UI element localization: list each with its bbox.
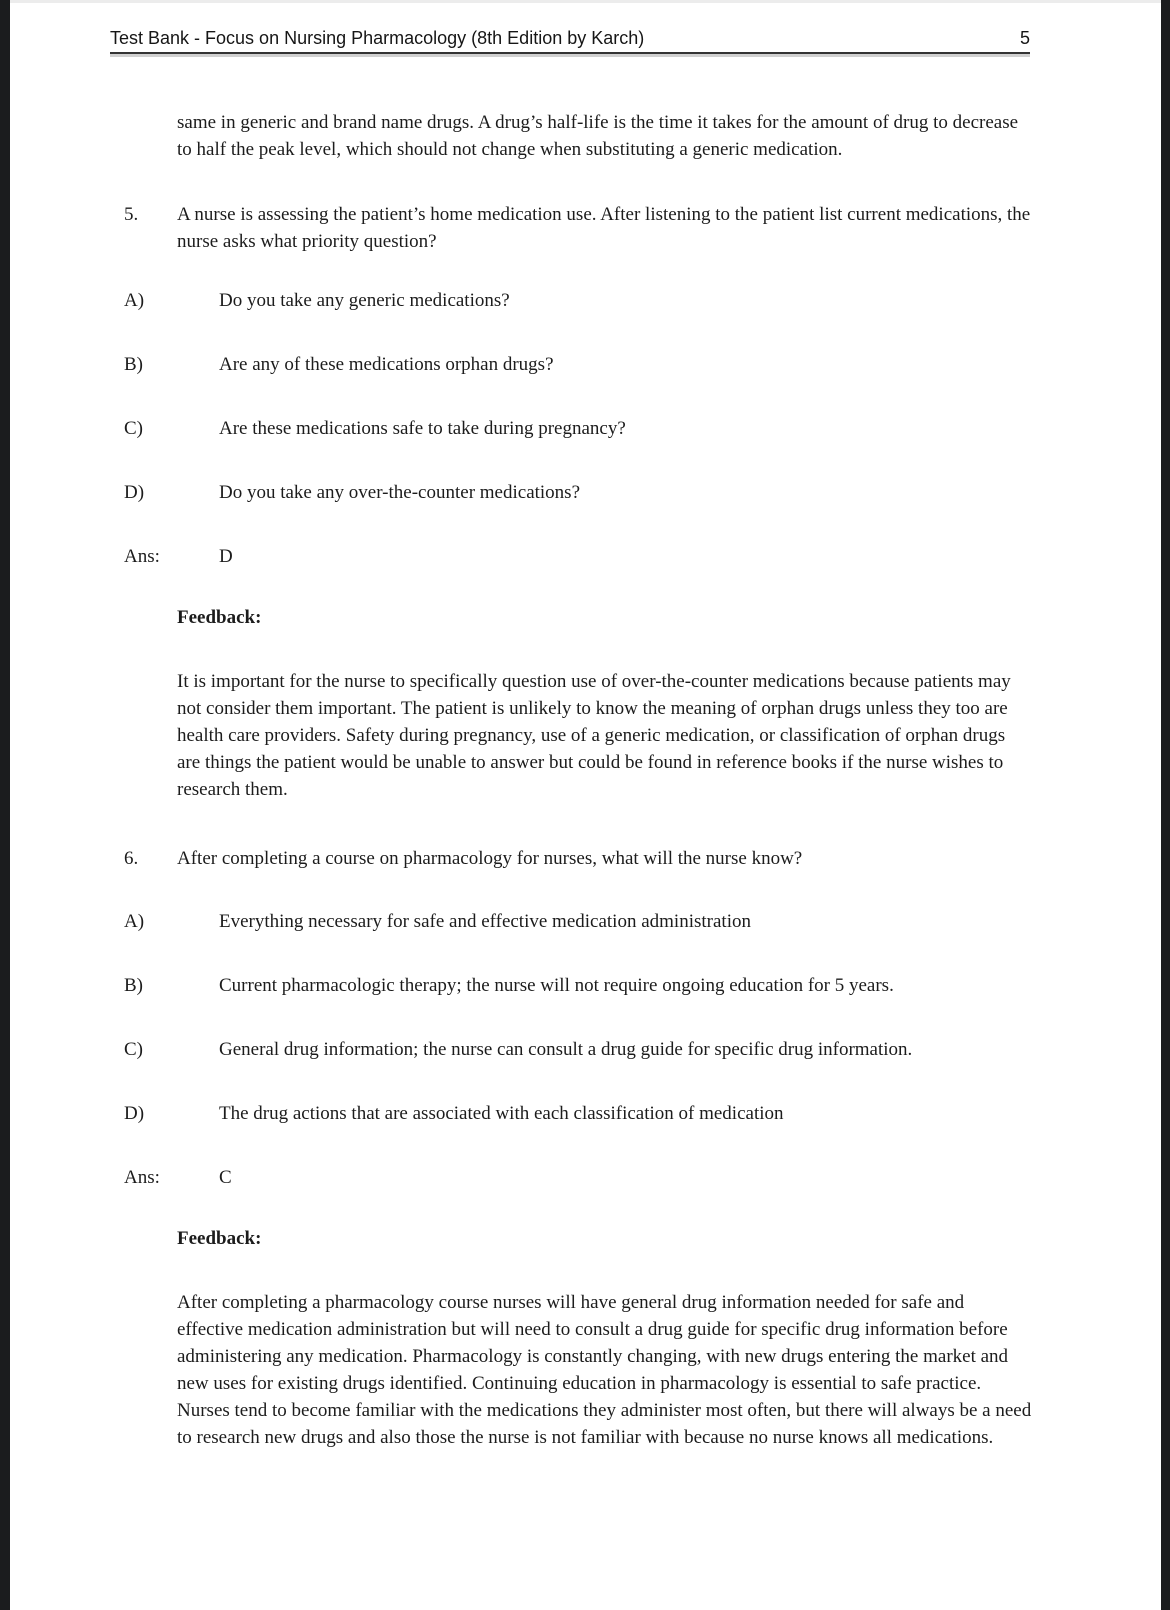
option-letter: B) — [124, 354, 143, 375]
option-text: Are these medications safe to take during pregnancy? — [219, 418, 626, 439]
option-letter: A) — [124, 290, 145, 311]
option-letter: D) — [124, 482, 145, 503]
option-letter: A) — [124, 911, 145, 932]
option-text: Current pharmacologic therapy; the nurse will not require ongoing education for 5 years. — [219, 975, 894, 996]
answer-value: C — [219, 1167, 232, 1188]
answer-value: D — [219, 546, 233, 567]
question-number: 6. — [124, 848, 139, 869]
answer-label: Ans: — [124, 1167, 160, 1188]
option-letter: C) — [124, 418, 143, 439]
question-6-option-d — [124, 1100, 1032, 1127]
option-letter: B) — [124, 975, 143, 996]
option-text: Do you take any over-the-counter medications? — [219, 482, 581, 503]
question-6-option-b — [124, 972, 1032, 999]
option-text: Everything necessary for safe and effective medication administration — [219, 911, 751, 932]
option-letter: C) — [124, 1039, 143, 1060]
header-title: Test Bank - Focus on Nursing Pharmacology (8th Edition by Karch) — [110, 28, 645, 48]
question-6 — [124, 845, 1032, 872]
left-page-edge — [0, 0, 10, 1610]
option-text: General drug information; the nurse can consult a drug guide for specific drug information. — [219, 1039, 913, 1060]
question-6-option-a — [124, 908, 1032, 935]
question-6-option-c — [124, 1036, 1032, 1063]
right-page-edge — [1161, 0, 1170, 1610]
page-header — [110, 28, 1030, 54]
top-page-edge — [10, 0, 1161, 3]
question-5 — [124, 201, 1032, 255]
question-6-feedback-text: After completing a pharmacology course nurses will have general drug information needed for safe and effective medication administration but will need to consult a drug guide for specific drug information before administering any medication. Pharmacology is constantly changing, with new drugs entering the market and new uses for existing drugs identified. Continuing education in pharmacology is essential to safe practice. Nurses tend to become familiar with the medications they administer most often, but there will always be a need to research new drugs and also those the nurse is not familiar with because no nurse knows all medications. — [177, 1292, 1032, 1448]
question-5-feedback-heading: Feedback: — [177, 607, 262, 628]
question-6-answer — [124, 1164, 1032, 1191]
question-5-option-d — [124, 479, 1032, 506]
question-6-feedback-heading: Feedback: — [177, 1228, 262, 1249]
question-5-feedback-text: It is important for the nurse to specifically question use of over-the-counter medications because patients may not consider them important. The patient is unlikely to know the meaning of orphan drugs unless they too are health care providers. Safety during pregnancy, use of a generic medication, or classification of orphan drugs are things the patient would be unable to answer but could be found in reference books if the nurse wishes to research them. — [177, 671, 1011, 800]
question-text: A nurse is assessing the patient’s home medication use. After listening to the patient list current medications, the nurse asks what priority question? — [177, 204, 1031, 252]
option-text: Are any of these medications orphan drugs? — [219, 354, 554, 375]
question-number: 5. — [124, 204, 139, 225]
option-text: The drug actions that are associated with each classification of medication — [219, 1103, 784, 1124]
question-5-option-a — [124, 287, 1032, 314]
option-letter: D) — [124, 1103, 145, 1124]
continuation-paragraph: same in generic and brand name drugs. A drug’s half-life is the time it takes for the amount of drug to decrease to half the peak level, which should not change when substituting a generic medication. — [177, 112, 1019, 160]
question-5-option-b — [124, 351, 1032, 378]
question-5-option-c — [124, 415, 1032, 442]
question-5-answer — [124, 543, 1032, 570]
option-text: Do you take any generic medications? — [219, 290, 510, 311]
header-page-number: 5 — [1019, 28, 1030, 48]
answer-label: Ans: — [124, 546, 160, 567]
question-text: After completing a course on pharmacology for nurses, what will the nurse know? — [177, 848, 803, 869]
